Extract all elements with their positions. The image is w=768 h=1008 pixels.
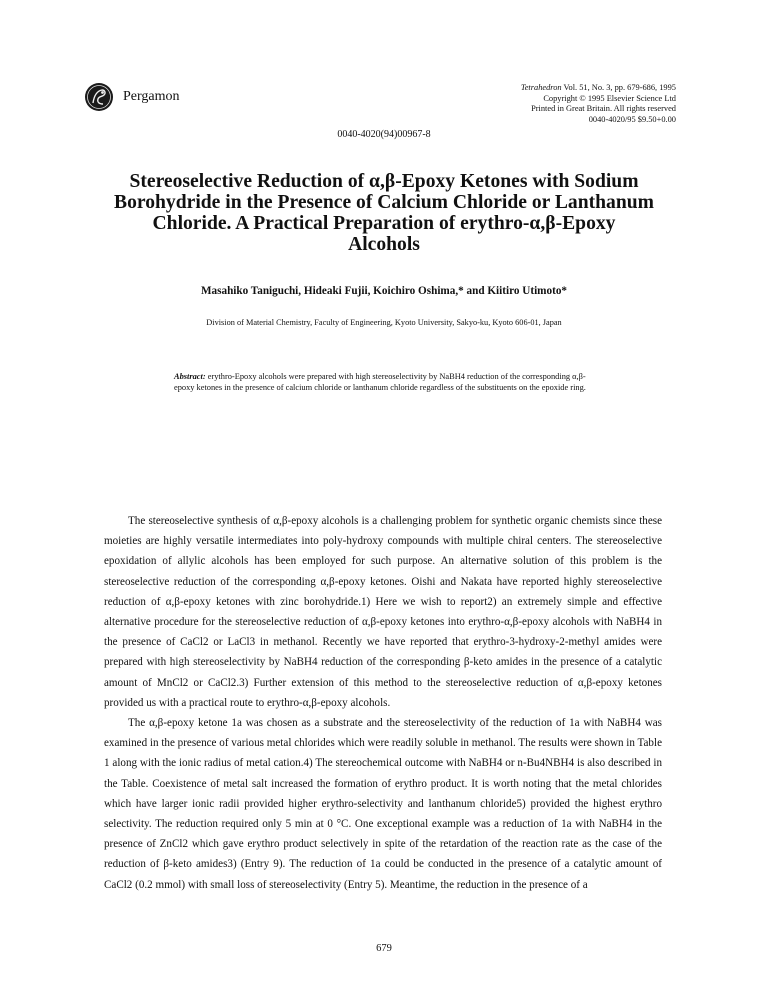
journal-name: Tetrahedron (520, 83, 562, 92)
title-line: Alcohols (348, 234, 420, 255)
title-line: Borohydride in the Presence of Calcium Chloride or Lanthanum (114, 192, 654, 213)
copyright-line: Copyright © 1995 Elsevier Science Ltd (543, 93, 676, 103)
body-text (104, 511, 662, 895)
page-number: 679 (376, 943, 392, 954)
paper-title (100, 171, 668, 255)
printed-line: Printed in Great Britain. All rights reserved (531, 104, 676, 114)
paragraph: The stereoselective synthesis of α,β-epoxy alcohols is a challenging problem for synthetic organic chemists since these moieties are highly versatile intermediates into poly-hydroxy compounds with multiple chiral centers. The stereoselective epoxidation of allylic alcohols has been employed for such purpose. An alternative solution of this problem is the stereoselective reduction of the corresponding α,β-epoxy ketones. Oishi and Nakata have reported highly stereoselective reduction of α,β-epoxy ketones with zinc borohydride.1) Here we wish to report2) an extremely simple and effective alternative procedure for the stereoselective reduction of α,β-epoxy ketones into erythro-α,β-epoxy alcohols with NaBH4 in the presence of CaCl2 or LaCl3 in methanol. Recently we have reported that erythro-3-hydroxy-2-methyl amides were prepared with high stereoselectivity by NaBH4 reduction of the corresponding β-keto amides in the presence of a catalytic amount of MnCl2 or CaCl2.3) Further extension of this method to the stereoselective reduction of α,β-epoxy ketones provided us with a practical route to erythro-α,β-epoxy alcohols. (104, 515, 662, 709)
pergamon-logo-icon (84, 82, 114, 112)
title-line: Stereoselective Reduction of α,β-Epoxy Ketones with Sodium (129, 171, 639, 192)
publisher-name: Pergamon (123, 89, 180, 104)
title-line: Chloride. A Practical Preparation of erythro-α,β-Epoxy (152, 213, 616, 234)
authors: Masahiko Taniguchi, Hideaki Fujii, Koichiro Oshima,* and Kiitiro Utimoto* (200, 285, 568, 297)
publisher-block (84, 82, 180, 112)
abstract-text: erythro-Epoxy alcohols were prepared with high stereoselectivity by NaBH4 reduction of the corresponding α,β-epoxy ketones in the presence of calcium chloride or lanthanum chloride regardless of the substituents on the epoxide ring. (174, 372, 586, 392)
journal-info (416, 83, 676, 125)
paragraph: The α,β-epoxy ketone 1a was chosen as a substrate and the stereoselectivity of the reduction of 1a with NaBH4 was examined in the presence of various metal chlorides which were readily soluble in methanol. The results were shown in Table 1 along with the ionic radius of metal cation.4) The stereochemical outcome with NaBH4 or n-Bu4NBH4 is also described in the Table. Coexistence of metal salt increased the formation of erythro product. It is worth noting that the metal chlorides which have larger ionic radii provided higher erythro-selectivity and lanthanum chloride5) provided the highest erythro selectivity. The reduction required only 5 min at 0 °C. One exceptional example was a reduction of 1a with NaBH4 in the presence of ZnCl2 which gave erythro product selectively in spite of the retardation of the reaction rate as the case of the reduction of β-keto amides3) (Entry 9). The reduction of 1a could be conducted in the presence of a catalytic amount of CaCl2 (0.2 mmol) with small loss of stereoselectivity (Entry 5). Meantime, the reduction in the presence of a (104, 717, 662, 891)
affiliation: Division of Material Chemistry, Faculty of Engineering, Kyoto University, Sakyo-ku, Kyoto 606-01, Japan (206, 318, 562, 327)
abstract (174, 371, 604, 393)
abstract-label: Abstract: (174, 372, 206, 381)
doi-code: 0040-4020(94)00967-8 (337, 129, 431, 140)
journal-volume: Vol. 51, No. 3, pp. 679-686, 1995 (561, 83, 676, 92)
issn-price: 0040-4020/95 $9.50+0.00 (588, 114, 676, 124)
